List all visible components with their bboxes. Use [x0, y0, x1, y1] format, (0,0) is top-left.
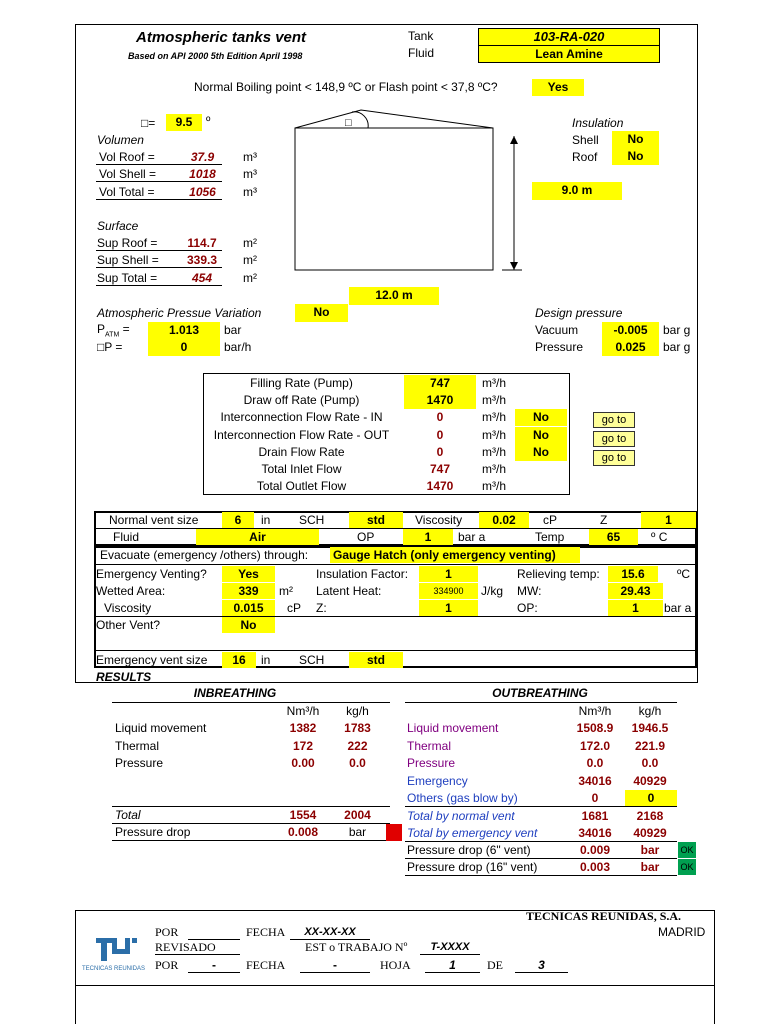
footer-de-label: DE — [487, 958, 503, 972]
sup-underline-2 — [96, 267, 222, 268]
flow-row-label: Interconnection Flow Rate - OUT — [213, 428, 390, 442]
tank-height-value[interactable]: 9.0 m — [532, 182, 622, 200]
sup-shell-unit: m² — [243, 253, 257, 267]
pressure-unit: bar g — [663, 340, 691, 354]
out-row-v2: 2168 — [636, 809, 664, 823]
results-title: RESULTS — [96, 670, 152, 684]
in-drop-v1: 0.008 — [287, 825, 319, 839]
out-row-v2: 221.9 — [634, 739, 666, 753]
vol-roof-unit: m³ — [243, 150, 257, 164]
footer-fecha-label: FECHA — [246, 925, 286, 939]
in-row-v2: 1783 — [344, 721, 371, 735]
out-drop6-ok-badge: OK — [678, 842, 696, 858]
footer-bottom-line — [75, 985, 715, 986]
vol-roof-value: 37.9 — [190, 150, 215, 164]
normal-vent-visc-value[interactable]: 0.02 — [479, 512, 529, 528]
normal-vent-z-label: Z — [600, 513, 608, 527]
footer-revisado-label: REVISADO — [155, 940, 216, 954]
flow-row-value: 0 — [436, 428, 444, 442]
footer-por-label: POR — [155, 925, 179, 939]
out-row-v2: 40929 — [633, 774, 667, 788]
vol-underline-2 — [96, 181, 222, 182]
vol-underline-3 — [96, 199, 222, 200]
emergency-venting-value[interactable]: Yes — [222, 566, 275, 582]
footer-por2-label: POR — [155, 958, 179, 972]
relieving-temp-value[interactable]: 15.6 — [608, 566, 658, 582]
footer-por2-line — [188, 972, 240, 973]
degree-symbol: º — [206, 114, 211, 128]
patm-eq: = — [119, 322, 130, 336]
vol-roof-label: Vol Roof = — [99, 150, 155, 164]
out-drop16-bottom-line — [405, 875, 677, 876]
normal-vent-size-label: Normal vent size — [109, 513, 199, 527]
out-row-label: Others (gas blow by) — [407, 791, 518, 805]
emergency-vent-size-unit: in — [261, 653, 271, 667]
other-vent-label: Other Vent? — [96, 618, 161, 632]
flow-row-toggle[interactable]: No — [515, 409, 567, 426]
normal-vent-sch-value[interactable]: std — [349, 512, 403, 528]
normal-vent-sch-label: SCH — [299, 513, 325, 527]
tank-label: Tank — [408, 29, 434, 43]
out-row-v1: 0 — [591, 791, 599, 805]
flow-row-value[interactable]: 1470 — [404, 392, 476, 409]
tank-value[interactable]: 103-RA-020 — [478, 28, 660, 46]
emergency-venting-label: Emergency Venting? — [96, 567, 207, 581]
out-drop6-label: Pressure drop (6" vent) — [407, 843, 531, 857]
goto-button-3[interactable]: go to — [593, 450, 635, 466]
vol-shell-unit: m³ — [243, 167, 257, 181]
out-row-label: Total by emergency vent — [407, 826, 538, 840]
emergency-vent-sch-value[interactable]: std — [349, 652, 403, 668]
outbreathing-header-line — [405, 702, 677, 703]
normal-vent-temp-unit: º C — [651, 530, 668, 544]
evacuate-label: Evacuate (emergency /others) through: — [100, 548, 309, 562]
normal-vent-size-unit: in — [261, 513, 271, 527]
roof-angle-label: □= — [141, 116, 156, 130]
emergency-vent-size-value[interactable]: 16 — [222, 652, 256, 668]
in-row-v1: 172 — [292, 739, 314, 753]
vol-shell-value: 1018 — [189, 167, 216, 181]
in-col2-header: kg/h — [346, 704, 369, 718]
flow-row-label: Drain Flow Rate — [258, 445, 345, 459]
out-row-v2: 1946.5 — [631, 721, 669, 735]
evacuate-divider — [96, 564, 696, 565]
pressure-value[interactable]: 0.025 — [602, 339, 659, 356]
mw-label: MW: — [517, 584, 542, 598]
out-col2-header: kg/h — [638, 704, 662, 718]
sheet-title: Atmospheric tanks vent — [136, 29, 307, 46]
roof-angle-value[interactable]: 9.5 — [166, 114, 202, 131]
vacuum-value[interactable]: -0.005 — [602, 322, 659, 339]
out-col1-header: Nm³/h — [578, 704, 612, 718]
sup-shell-value: 339.3 — [186, 253, 218, 267]
flow-row-unit: m³/h — [482, 410, 506, 424]
goto-button-2[interactable]: go to — [593, 431, 635, 447]
em-op-value[interactable]: 1 — [608, 600, 663, 616]
height-arrow-bottom — [510, 262, 518, 270]
sup-underline-1 — [96, 250, 222, 251]
out-row-label: Emergency — [407, 774, 468, 788]
sup-roof-value: 114.7 — [187, 236, 217, 250]
normal-vent-pres-value[interactable]: 1 — [403, 529, 453, 545]
in-drop-bottom-line — [112, 840, 390, 841]
in-total-v2: 2004 — [344, 808, 371, 822]
vol-total-label: Vol Total = — [99, 185, 155, 199]
out-drop16-v2: bar — [640, 860, 660, 874]
in-row-v2: 0.0 — [349, 756, 366, 770]
tank-shell — [295, 128, 493, 270]
relieving-temp-unit: ºC — [677, 567, 691, 581]
in-total-label: Total — [115, 808, 141, 822]
fluid-value[interactable]: Lean Amine — [478, 45, 660, 63]
flow-row-value: 0 — [436, 410, 444, 424]
other-vent-divider — [96, 616, 696, 617]
patm-unit: bar — [224, 323, 242, 337]
in-drop-v2: bar — [348, 825, 367, 839]
footer-fecha-value: XX-XX-XX — [304, 926, 356, 938]
em-viscosity-unit: cP — [287, 601, 302, 615]
vacuum-unit: bar g — [663, 323, 691, 337]
out-row-v1: 1681 — [581, 809, 609, 823]
flow-row-value: 1470 — [426, 479, 454, 493]
vol-total-unit: m³ — [243, 185, 257, 199]
patm-p: P — [97, 322, 106, 336]
sup-underline-3 — [96, 285, 222, 286]
vacuum-label: Vacuum — [535, 323, 579, 337]
out-row-v1: 34016 — [578, 826, 612, 840]
tank-angle-symbol: □ — [345, 117, 352, 129]
out-drop6-v2: bar — [640, 843, 660, 857]
out-drop6-line — [405, 841, 677, 842]
sup-total-label: Sup Total = — [97, 271, 158, 285]
insulation-roof-label: Roof — [572, 150, 598, 164]
atm-variation-value[interactable]: No — [295, 304, 348, 322]
company-logo-icon — [92, 936, 142, 964]
out-drop16-line — [405, 858, 677, 859]
latent-heat-label: Latent Heat: — [316, 584, 382, 598]
out-row-v1: 0.0 — [586, 756, 604, 770]
footer-por2-value: - — [212, 958, 216, 972]
out-row-v1: 1508.9 — [576, 721, 614, 735]
patm-sub: ATM — [105, 331, 120, 339]
insulation-title: Insulation — [572, 116, 624, 130]
tank-diagram — [280, 100, 530, 300]
flow-row-unit: m³/h — [482, 479, 506, 493]
sheet-subtitle: Based on API 2000 5th Edition April 1998 — [128, 51, 303, 61]
normal-vent-visc-unit: cP — [543, 513, 558, 527]
out-row-v1: 172.0 — [579, 739, 611, 753]
wetted-area-label: Wetted Area: — [96, 584, 166, 598]
design-title: Design pressure — [535, 306, 623, 320]
out-drop16-v1: 0.003 — [579, 860, 611, 874]
footer-fecha2-line — [300, 972, 370, 973]
atm-title: Atmospheric Pressue Variation — [97, 306, 262, 320]
out-drop6-v1: 0.009 — [579, 843, 611, 857]
flow-row-unit: m³/h — [482, 428, 506, 442]
dp-value[interactable]: 0 — [148, 339, 220, 356]
volumen-title: Volumen — [97, 133, 144, 147]
flow-row-value: 747 — [429, 462, 451, 476]
em-op-unit: bar a — [664, 601, 692, 615]
em-op-label: OP: — [517, 601, 538, 615]
in-col1-header: Nm³/h — [286, 704, 320, 718]
out-row-v2[interactable]: 0 — [625, 790, 677, 807]
normal-vent-temp-value[interactable]: 65 — [589, 529, 638, 545]
normal-vent-temp-label: Temp — [535, 530, 565, 544]
other-vent-value[interactable]: No — [222, 617, 275, 633]
wetted-area-value[interactable]: 339 — [222, 583, 275, 599]
in-total-v1: 1554 — [289, 808, 317, 822]
mw-value[interactable]: 29.43 — [608, 583, 663, 599]
normal-vent-fluid-label: Fluid — [113, 530, 140, 544]
fluid-label: Fluid — [408, 46, 435, 60]
inbreathing-header-line — [112, 702, 390, 703]
footer-est-value: T-XXXX — [430, 941, 470, 953]
vol-shell-label: Vol Shell = — [99, 167, 157, 181]
insulation-shell-value[interactable]: No — [612, 131, 659, 148]
flow-row-label: Draw off Rate (Pump) — [243, 393, 360, 407]
in-row-v2: 222 — [347, 739, 368, 753]
in-row-label: Liquid movement — [115, 721, 207, 735]
boiling-question: Normal Boiling point < 148,9 ºC or Flash point < 37,8 ºC? — [194, 80, 498, 94]
em-size-divider — [96, 650, 696, 651]
footer-hoja-line — [425, 972, 480, 973]
footer-de-value: 3 — [538, 958, 545, 972]
em-viscosity-value[interactable]: 0.015 — [222, 600, 275, 616]
out-total-line — [405, 806, 677, 807]
inbreathing-title: INBREATHING — [193, 686, 277, 700]
patm-value[interactable]: 1.013 — [148, 322, 220, 339]
in-row-label: Pressure — [115, 756, 164, 770]
flow-row-unit: m³/h — [482, 393, 506, 407]
in-row-v1: 0.00 — [291, 756, 315, 770]
footer-fecha2-label: FECHA — [246, 958, 286, 972]
flow-row-unit: m³/h — [482, 376, 506, 390]
emergency-vent-sch-label: SCH — [299, 653, 325, 667]
footer-est-label: EST o TRABAJO Nº — [305, 940, 408, 954]
company-city: MADRID — [658, 925, 706, 939]
latent-heat-unit: J/kg — [481, 584, 504, 598]
flow-row-value[interactable]: 747 — [404, 375, 476, 392]
footer-est-line — [420, 954, 480, 955]
roof-angle-arc — [352, 112, 368, 128]
footer-fecha2-value: - — [333, 958, 337, 972]
em-viscosity-label: Viscosity — [104, 601, 152, 615]
surface-title: Surface — [97, 219, 139, 233]
flow-row-unit: m³/h — [482, 462, 506, 476]
emergency-vent-size-label: Emergency vent size — [96, 653, 208, 667]
flow-row-toggle[interactable]: No — [515, 427, 567, 444]
flow-row-label: Interconnection Flow Rate - IN — [220, 410, 383, 424]
sup-roof-unit: m² — [243, 236, 257, 250]
normal-vent-pres-unit: bar a — [458, 530, 486, 544]
flow-row-value: 0 — [436, 445, 444, 459]
flow-row-label: Total Outlet Flow — [256, 479, 347, 493]
sup-shell-label: Sup Shell = — [97, 253, 159, 267]
relieving-temp-label: Relieving temp: — [517, 567, 600, 581]
insulation-shell-label: Shell — [572, 133, 599, 147]
em-z-label: Z: — [316, 601, 327, 615]
outbreathing-title: OUTBREATHING — [492, 686, 588, 700]
out-drop16-ok-badge: OK — [678, 859, 696, 875]
tank-roof — [295, 110, 493, 128]
tank-diameter-value[interactable]: 12.0 m — [349, 287, 439, 305]
flow-row-toggle[interactable]: No — [515, 444, 567, 461]
insulation-factor-label: Insulation Factor: — [316, 567, 409, 581]
out-row-v2: 0.0 — [641, 756, 659, 770]
footer-de-line — [515, 972, 568, 973]
dp-label: □P = — [97, 340, 123, 354]
goto-button-1[interactable]: go to — [593, 412, 635, 428]
out-row-label: Thermal — [407, 739, 452, 753]
footer-hoja-label: HOJA — [380, 958, 411, 972]
normal-vent-fluid-value[interactable]: Air — [196, 529, 319, 545]
em-z-value[interactable]: 1 — [419, 600, 478, 616]
normal-vent-op-label: OP — [357, 530, 375, 544]
dp-unit: bar/h — [224, 340, 252, 354]
sup-roof-label: Sup Roof = — [97, 236, 158, 250]
flow-row-label: Filling Rate (Pump) — [250, 376, 353, 390]
vol-underline-1 — [96, 164, 222, 165]
normal-vent-size-value[interactable]: 6 — [222, 512, 254, 528]
in-drop-label: Pressure drop — [115, 825, 191, 839]
flow-row-label: Total Inlet Flow — [261, 462, 342, 476]
sup-total-unit: m² — [243, 271, 257, 285]
boiling-answer[interactable]: Yes — [532, 79, 584, 96]
company-name: TECNICAS REUNIDAS, S.A. — [526, 909, 682, 923]
vol-total-value: 1056 — [189, 185, 216, 199]
out-row-label: Pressure — [407, 756, 456, 770]
in-total-line — [112, 806, 390, 807]
insulation-factor-value[interactable]: 1 — [419, 566, 478, 582]
in-row-label: Thermal — [115, 739, 160, 753]
pressure-label: Pressure — [535, 340, 584, 354]
evacuate-value[interactable]: Gauge Hatch (only emergency venting) — [330, 547, 580, 563]
out-row-label: Liquid movement — [407, 721, 499, 735]
footer-hoja-value: 1 — [449, 958, 456, 972]
out-drop16-label: Pressure drop (16" vent) — [407, 860, 538, 874]
out-row-v1: 34016 — [578, 774, 612, 788]
in-drop-flag — [386, 824, 402, 841]
sup-total-value: 454 — [191, 271, 213, 285]
footer-revisado-line — [155, 954, 240, 955]
latent-heat-value[interactable]: 334900 — [419, 583, 478, 599]
flow-row-unit: m³/h — [482, 445, 506, 459]
height-arrow-top — [510, 136, 518, 144]
normal-vent-z-value[interactable]: 1 — [641, 512, 696, 528]
wetted-area-unit: m² — [279, 584, 293, 598]
out-row-v2: 40929 — [633, 826, 667, 840]
logo-text: TECNICAS REUNIDAS — [82, 966, 146, 972]
normal-vent-visc-label: Viscosity — [415, 513, 463, 527]
insulation-roof-value[interactable]: No — [612, 148, 659, 165]
in-row-v1: 1382 — [289, 721, 317, 735]
out-row-label: Total by normal vent — [407, 809, 515, 823]
in-drop-line — [112, 823, 390, 824]
